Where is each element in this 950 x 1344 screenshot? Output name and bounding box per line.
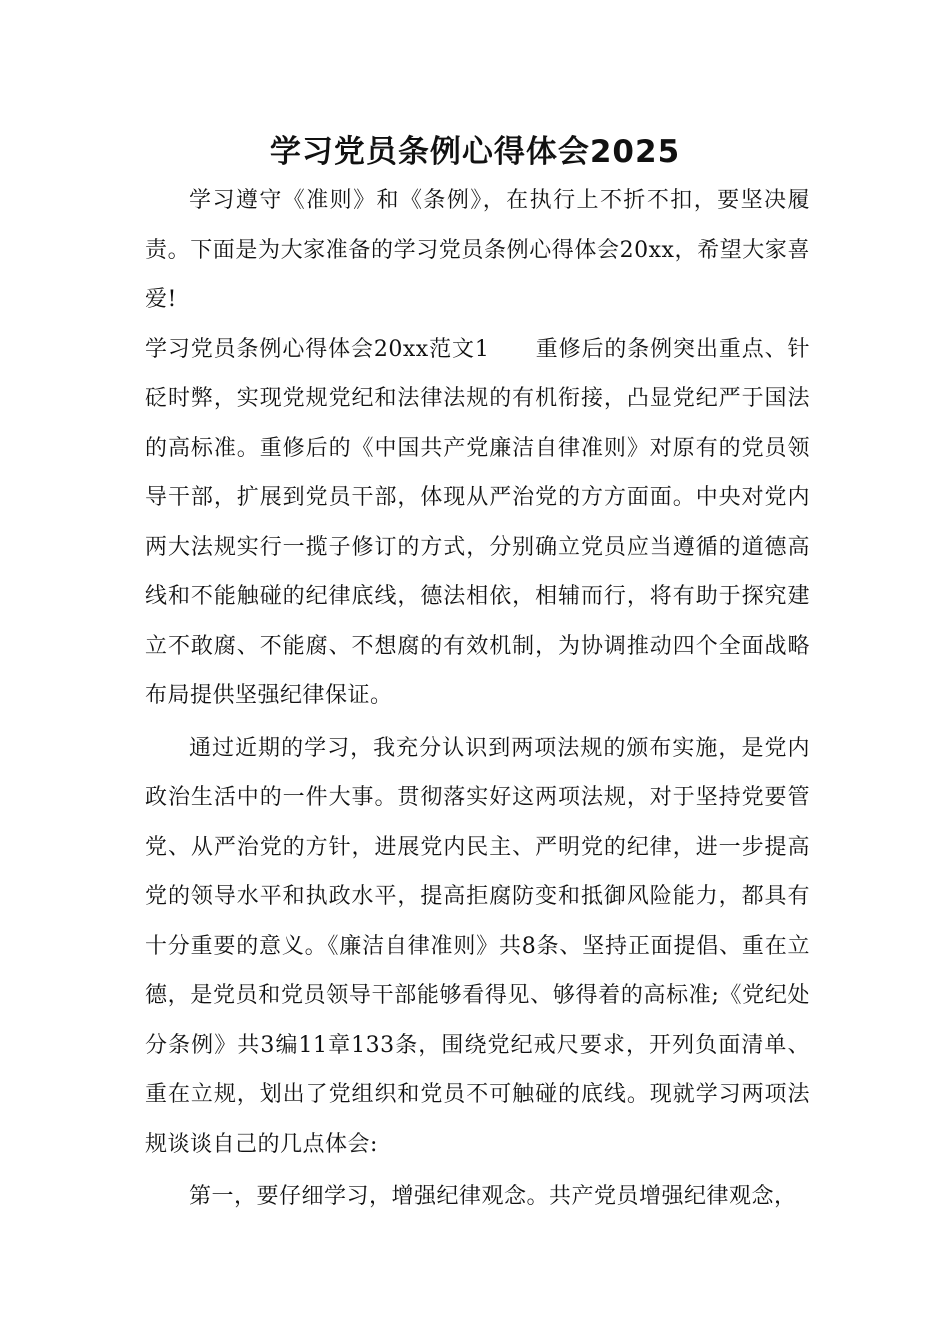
- document-title: 学习党员条例心得体会2025: [269, 134, 681, 170]
- document-body: [145, 176, 810, 1222]
- section-paragraph: [145, 325, 810, 721]
- body-paragraph: 通过近期的学习，我充分认识到两项法规的颁布实施，是党内政治生活中的一件大事。贯彻落实好这两项法规，对于坚持党要管党、从严治党的方针，进展党内民主、严明党的纪律，进一步提高党的领导水平和执政水平，提高拒腐防变和抵御风险能力，都具有十分重要的意义。《廉洁自律准则》共8条、坚持正面提倡、重在立德，是党员和党员领导干部能够看得见、够得着的高标准;《党纪处分条例》共3编11章133条，围绕党纪戒尺要求，开列负面清单、重在立规，划出了党组织和党员不可触碰的底线。现就学习两项法规谈谈自己的几点体会:: [145, 735, 810, 1157]
- intro-paragraph: 学习遵守《准则》和《条例》，在执行上不折不扣，要坚决履责。下面是为大家准备的学习党员条例心得体会20xx，希望大家喜爱!: [145, 188, 810, 312]
- section-heading: 学习党员条例心得体会20xx范文1: [145, 336, 490, 362]
- section-first-paragraph: 重修后的条例突出重点、针砭时弊，实现党规党纪和法律法规的有机衔接，凸显党纪严于国法的高标准。重修后的《中国共产党廉洁自律准则》对原有的党员领导干部，扩展到党员干部，体现从严治党的方方面面。中央对党内两大法规实行一揽子修订的方式，分别确立党员应当遵循的道德高线和不能触碰的纪律底线，德法相依，相辅而行，将有助于探究建立不敢腐、不能腐、不想腐的有效机制，为协调推动四个全面战略布局提供坚强纪律保证。: [145, 336, 810, 708]
- body-paragraph: 第一，要仔细学习，增强纪律观念。共产党员增强纪律观念，: [189, 1184, 797, 1209]
